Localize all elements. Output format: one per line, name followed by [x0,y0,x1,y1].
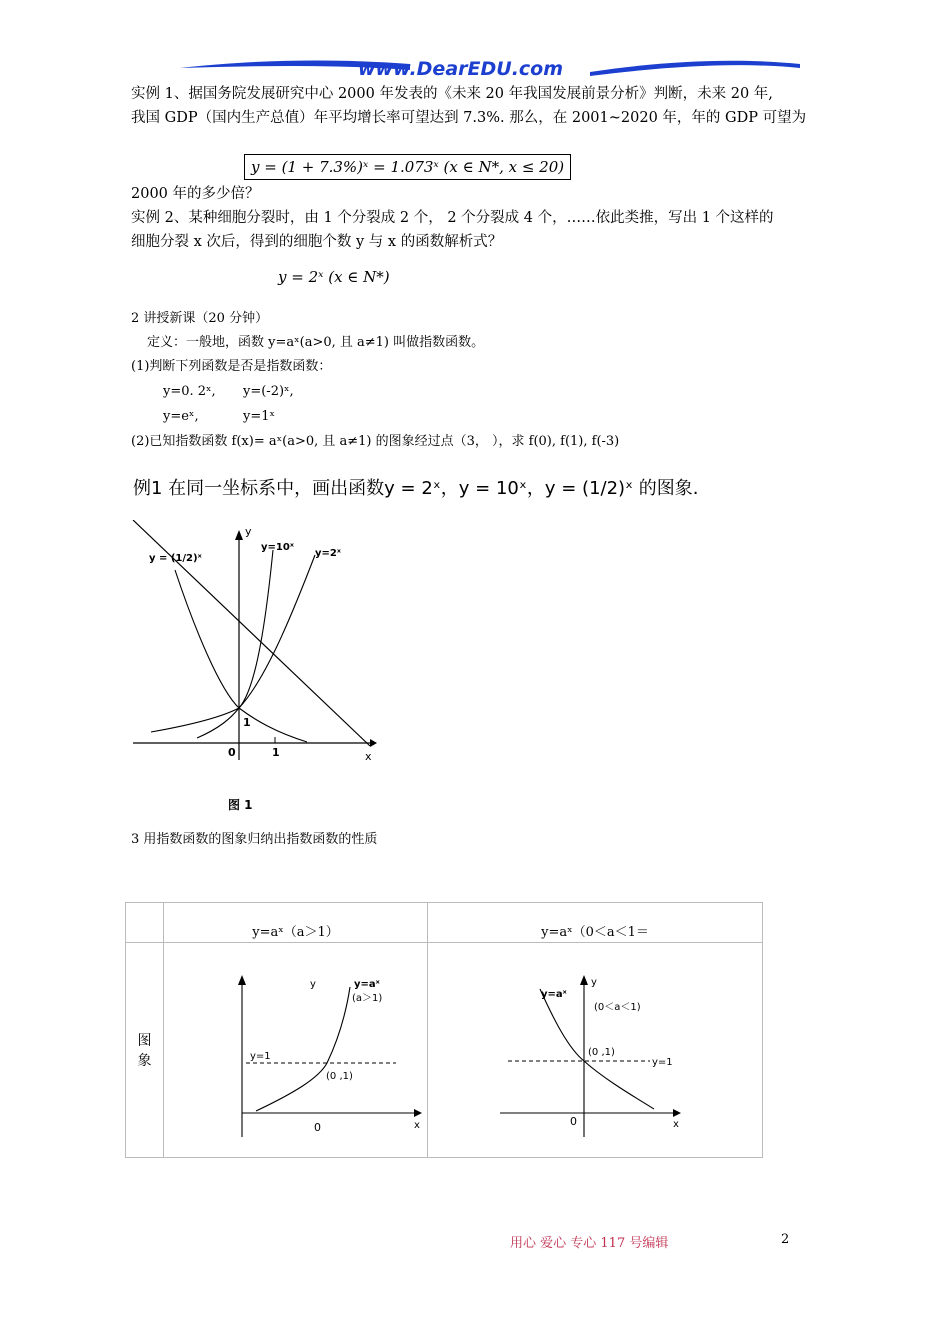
g2-x-label: x [673,1119,679,1130]
example2-line1: 实例 2、某种细胞分裂时，由 1 个分裂成 2 个， 2 个分裂成 4 个，……依此类推，写出 1 个这样的 [131,210,774,226]
function-4: y=1ˣ [243,409,276,424]
g1-y-label: y [310,979,316,990]
brand-logo[interactable]: www.DearEDU.com [358,58,564,80]
section2-heading: 2 讲授新课（20 分钟） [131,311,269,326]
definition-text: 定义：一般地，函数 y=aˣ(a>0, 且 a≠1) 叫做指数函数。 [147,335,485,350]
g1-point: (0 ,1) [326,1071,353,1082]
question1-text: (1)判断下列函数是否是指数函数： [131,359,332,374]
g1-x-label: x [414,1120,420,1131]
page-number: 2 [781,1232,790,1247]
curve-10-x [151,550,273,732]
table-corner-cell [126,903,164,943]
table-row-label: 图 象 [126,943,164,1158]
graph-a-lt-1 [428,943,762,1153]
example2-formula: y = 2ˣ (x ∈ N*) [278,268,390,286]
g2-curve-label: y=aˣ [541,989,567,1000]
curve-half-x [175,570,307,742]
g2-line-label: y=1 [652,1057,673,1068]
example1-plot-task: 例1 在同一坐标系中，画出函数y = 2ˣ，y = 10ˣ，y = (1/2)ˣ 的图象. [133,478,699,499]
example2-line2: 细胞分裂 x 次后，得到的细胞个数 y 与 x 的函数解析式？ [131,234,503,250]
example1-line3: 2000 年的多少倍？ [131,186,260,202]
table-header-a-lt-1: y=aˣ（0＜a＜1＝ [428,903,763,943]
section3-heading: 3 用指数函数的图象归纳出指数函数的性质 [131,832,378,847]
fig1-label-2: y=2ˣ [315,548,341,559]
g1-origin: 0 [314,1121,321,1134]
graph-a-gt-1 [164,943,427,1153]
graph-cell-a-gt-1 [164,943,428,1158]
fig1-y-one: 1 [243,716,251,729]
question2-text: (2)已知指数函数 f(x)= aˣ(a>0, 且 a≠1) 的图象经过点（3， ），求 f(0), f(1), f(-3) [131,434,620,449]
graph-cell-a-lt-1 [428,943,763,1158]
function-2: y=(-2)ˣ, [243,384,294,399]
g2-condition: (0＜a＜1) [594,1002,641,1013]
fig1-x-one: 1 [272,746,280,759]
fig1-y-label: y [245,525,252,538]
fig1-origin: 0 [228,746,236,759]
fig1-caption: 图 1 [228,798,253,812]
example1-line1: 实例 1、据国务院发展研究中心 2000 年发表的《未来 20 年我国发展前景分析》判断，未来 20 年, [131,86,773,102]
fig1-x-label: x [365,750,372,763]
example1-formula: y = (1 + 7.3%)ˣ = 1.073ˣ (x ∈ N*, x ≤ 20) [244,154,571,180]
g1-condition: (a＞1) [352,993,383,1004]
table-header-a-gt-1: y=aˣ（a＞1） [164,903,428,943]
figure1-graph [125,520,385,820]
function-1: y=0. 2ˣ, [163,384,216,399]
g2-point: (0 ,1) [588,1047,615,1058]
g1-curve-label: y=aˣ [354,979,380,990]
properties-table [125,902,763,1158]
curve-2-x [197,555,315,738]
fig1-label-half: y = (1/2)ˣ [149,553,202,564]
fig1-label-10: y=10ˣ [261,542,294,553]
g2-y-label: y [591,977,597,988]
function-3: y=eˣ, [163,409,199,424]
footer-text: 用心 爱心 专心 117 号编辑 [510,1236,669,1251]
g2-origin: 0 [570,1115,577,1128]
example1-line2: 我国 GDP（国内生产总值）年平均增长率可望达到 7.3%. 那么，在 2001~2020 年，年的 GDP 可望为 [131,110,807,126]
g1-line-label: y=1 [250,1051,271,1062]
